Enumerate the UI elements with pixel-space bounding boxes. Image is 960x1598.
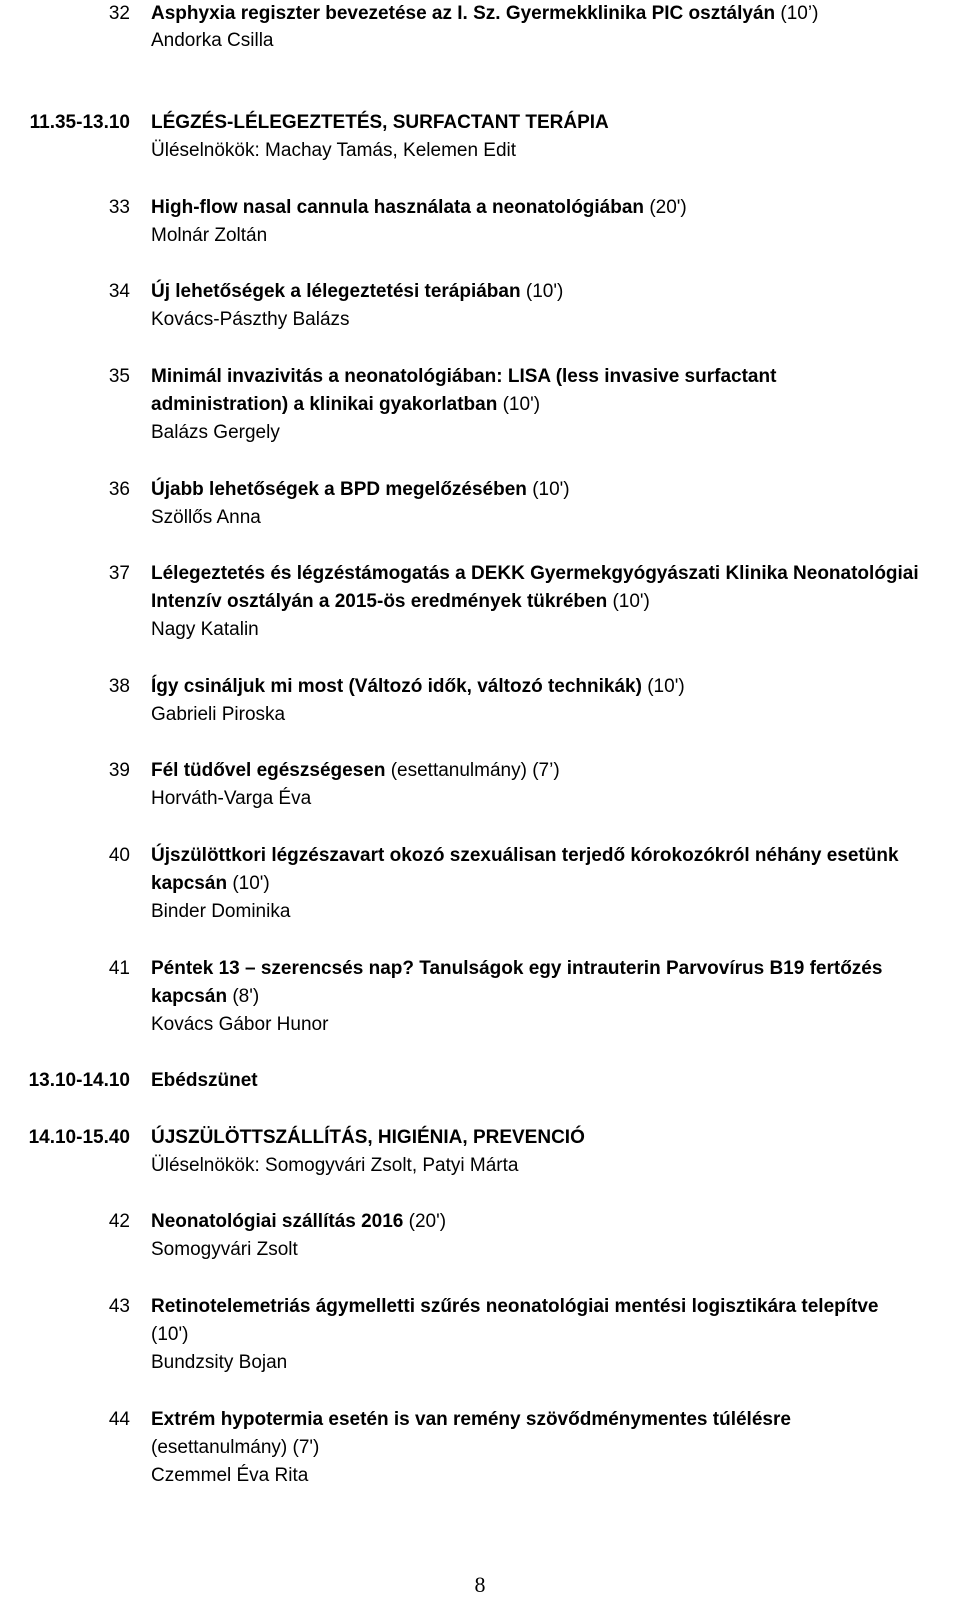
talk-title: [151, 675, 685, 699]
talk-title: Újszülöttkori légzészavart okozó szexuálisan terjedő kórokozókról néhány esetünk: [151, 845, 899, 866]
talk-title: [151, 590, 650, 614]
talk-author: Kovács-Pászthy Balázs: [151, 309, 350, 330]
talk-title-text: Asphyxia regiszter bevezetése az I. Sz. Gyermekklinika PIC osztályán: [151, 3, 776, 24]
item-number: 42: [108, 1211, 130, 1232]
talk-author: Nagy Katalin: [151, 619, 259, 640]
session-time: 13.10-14.10: [28, 1070, 130, 1091]
talk-title: [151, 196, 687, 220]
talk-title: Minimál invazivitás a neonatológiában: LISA (less invasive surfactant: [151, 366, 777, 387]
talk-duration: (10’): [780, 3, 819, 24]
talk-title-text: kapcsán: [151, 986, 228, 1007]
talk-duration: (esettanulmány) (7'): [151, 1437, 320, 1458]
talk-title: [151, 478, 570, 502]
talk-duration: (10'): [525, 281, 564, 302]
talk-author: Kovács Gábor Hunor: [151, 1014, 329, 1035]
talk-duration: (20'): [649, 197, 687, 218]
talk-duration: (10'): [232, 873, 270, 894]
talk-author: Balázs Gergely: [151, 422, 280, 443]
item-number: 43: [108, 1296, 130, 1317]
item-number: 40: [108, 845, 130, 866]
talk-author: Horváth-Varga Éva: [151, 788, 312, 809]
talk-title-text: Újabb lehetőségek a BPD megelőzésében: [151, 479, 527, 500]
item-number: 41: [108, 958, 130, 979]
talk-title: [151, 759, 560, 783]
talk-title: [151, 2, 818, 26]
talk-author: Czemmel Éva Rita: [151, 1465, 309, 1486]
item-number: 37: [108, 563, 130, 584]
talk-title: Péntek 13 – szerencsés nap? Tanulságok egy intrauterin Parvovírus B19 fertőzés: [151, 958, 883, 979]
item-number: 36: [108, 479, 130, 500]
item-number: 34: [108, 281, 130, 302]
talk-title: [151, 393, 540, 417]
talk-title-text: Új lehetőségek a lélegeztetési terápiában: [151, 281, 521, 302]
session-time: 14.10-15.40: [28, 1127, 130, 1148]
talk-title: [151, 872, 270, 896]
talk-author: Szöllős Anna: [151, 507, 261, 528]
session-title: ÚJSZÜLÖTTSZÁLLÍTÁS, HIGIÉNIA, PREVENCIÓ: [151, 1127, 585, 1148]
session-title: LÉGZÉS-LÉLEGEZTETÉS, SURFACTANT TERÁPIA: [151, 112, 609, 133]
talk-author: Somogyvári Zsolt: [151, 1239, 298, 1260]
page-number: 8: [474, 1572, 486, 1597]
talk-author: Gabrieli Piroska: [151, 704, 286, 725]
talk-title-text: Fél tüdővel egészségesen: [151, 760, 386, 781]
talk-title: [151, 985, 259, 1009]
talk-author: Molnár Zoltán: [151, 225, 268, 246]
session-chairs: Üléselnökök: Somogyvári Zsolt, Patyi Márta: [151, 1155, 519, 1176]
talk-author: Andorka Csilla: [151, 30, 274, 51]
item-number: 35: [108, 366, 130, 387]
talk-title-text: High-flow nasal cannula használata a neonatológiában: [151, 197, 645, 218]
talk-title: [151, 280, 563, 304]
talk-title-text: administration) a klinikai gyakorlatban: [151, 394, 498, 415]
session-time: 11.35-13.10: [29, 112, 130, 133]
session-chairs: Üléselnökök: Machay Tamás, Kelemen Edit: [151, 140, 517, 161]
session-title: Ebédszünet: [151, 1070, 258, 1091]
talk-duration: (10'): [612, 591, 650, 612]
item-number: 33: [108, 197, 130, 218]
talk-author: Bundzsity Bojan: [151, 1352, 288, 1373]
talk-duration: (8'): [232, 986, 260, 1007]
talk-title: [151, 1210, 446, 1234]
talk-duration: (10'): [532, 479, 570, 500]
talk-title-text: Intenzív osztályán a 2015-ös eredmények tükrében: [151, 591, 608, 612]
talk-duration: (20'): [408, 1211, 447, 1232]
talk-duration: (10'): [151, 1324, 189, 1345]
talk-title: Retinotelemetriás ágymelletti szűrés neonatológiai mentési logisztikára telepítve: [151, 1296, 879, 1317]
talk-title-text: Így csináljuk mi most (Változó idők, változó technikák): [151, 676, 642, 697]
talk-duration: (10'): [647, 676, 685, 697]
talk-title: Extrém hypotermia esetén is van remény szövődménymentes túlélésre: [151, 1409, 791, 1430]
talk-title: Lélegeztetés és légzéstámogatás a DEKK Gyermekgyógyászati Klinika Neonatológiai: [151, 563, 919, 584]
talk-title-text: kapcsán: [151, 873, 228, 894]
item-number: 39: [108, 760, 130, 781]
item-number: 32: [108, 3, 130, 24]
talk-author: Binder Dominika: [151, 901, 291, 922]
item-number: 38: [108, 676, 130, 697]
item-number: 44: [108, 1409, 130, 1430]
talk-duration: (esettanulmány) (7’): [390, 760, 560, 781]
talk-duration: (10'): [502, 394, 541, 415]
talk-title-text: Neonatológiai szállítás 2016: [151, 1211, 404, 1232]
